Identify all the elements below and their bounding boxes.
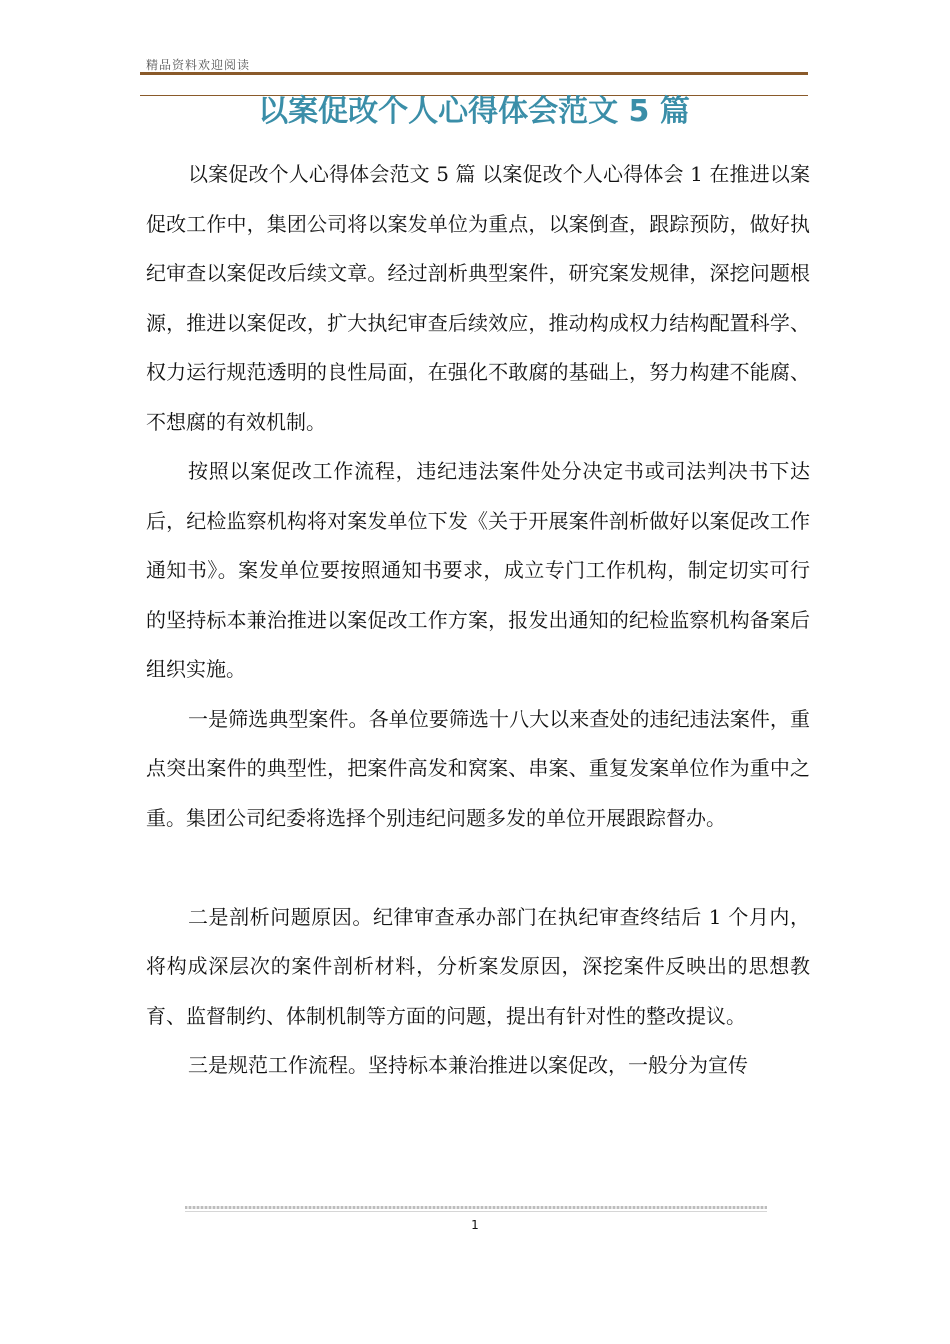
page-number: 1 [471, 1218, 479, 1232]
header-label: 精品资料欢迎阅读 [146, 58, 251, 72]
document-title: 以案促改个人心得体会范文 5 篇 [258, 94, 690, 129]
paragraph-2: 按照以案促改工作流程，违纪违法案件处分决定书或司法判决书下达后，纪检监察机构将对案发单位下发《关于开展案件剖析做好以案促改工作通知书》。案发单位要按照通知书要求，成立专门工作机构，制定切实可行的坚持标本兼治推进以案促改工作方案，报发出通知的纪检监察机构备案后组织实施。 [146, 459, 810, 681]
document-body [146, 150, 810, 1091]
paragraph-1: 以案促改个人心得体会范文 5 篇 以案促改个人心得体会 1 在推进以案促改工作中，集团公司将以案发单位为重点，以案倒查，跟踪预防，做好执纪审查以案促改后续文章。经过剖析典型案件，研究案发规律，深挖问题根源，推进以案促改，扩大执纪审查后续效应，推动构成权力结构配置科学、权力运行规范透明的良性局面，在强化不敢腐的基础上，努力构建不能腐、不想腐的有效机制。 [146, 162, 810, 434]
paragraph-gap [146, 843, 810, 893]
footer-rule-thin [185, 1211, 767, 1212]
footer-rule [185, 1206, 767, 1209]
header-rule-thick [140, 72, 808, 75]
paragraph-4: 二是剖析问题原因。纪律审查承办部门在执纪审查终结后 1 个月内，将构成深层次的案件剖析材料，分析案发原因，深挖案件反映出的思想教育、监督制约、体制机制等方面的问题，提出有针对性的整改提议。 [146, 904, 810, 1028]
paragraph-5: 三是规范工作流程。坚持标本兼治推进以案促改，一般分为宣传 [188, 1053, 748, 1077]
paragraph-3: 一是筛选典型案件。各单位要筛选十八大以来查处的违纪违法案件，重点突出案件的典型性，把案件高发和窝案、串案、重复发案单位作为重中之重。集团公司纪委将选择个别违纪问题多发的单位开展跟踪督办。 [146, 706, 810, 830]
